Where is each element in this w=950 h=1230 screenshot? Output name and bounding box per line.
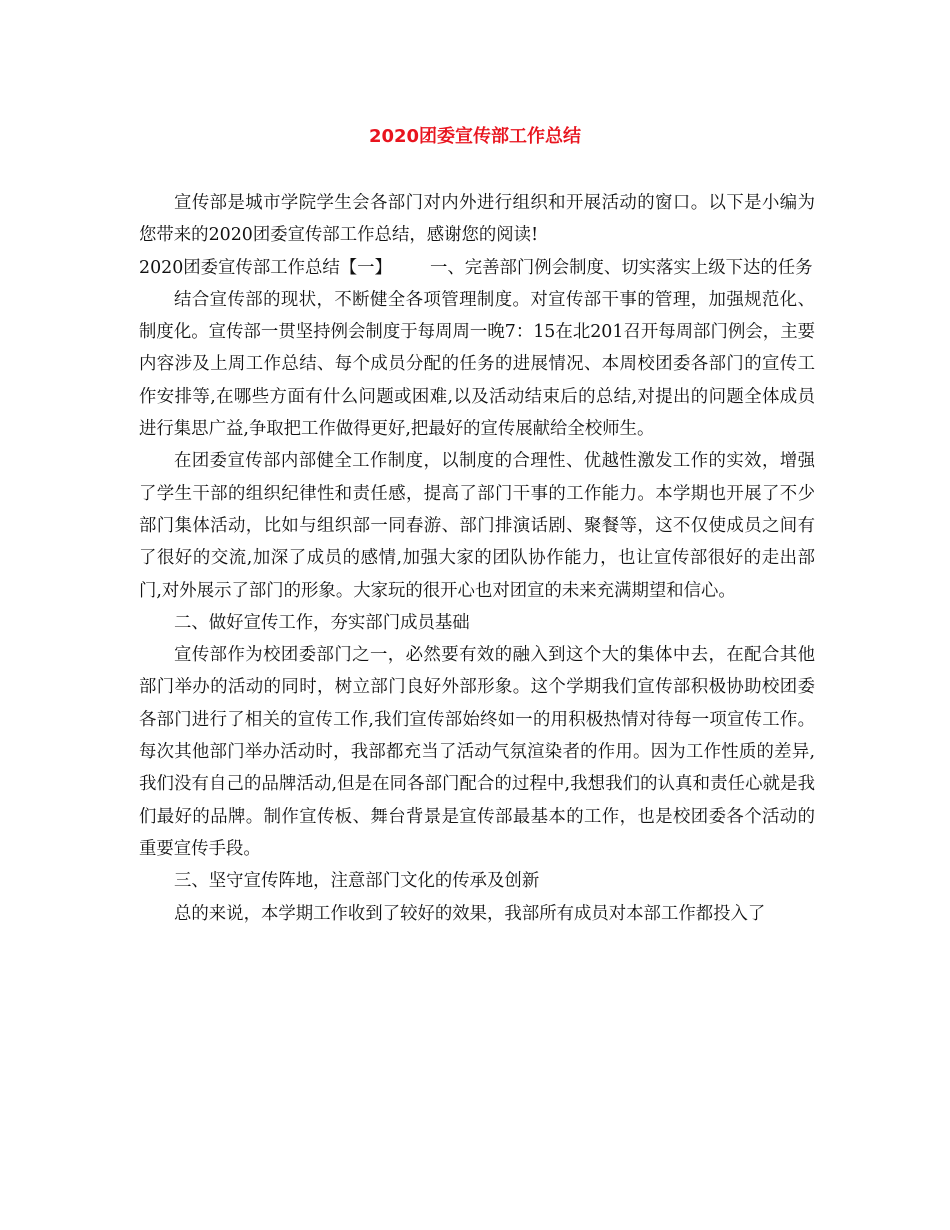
section-label: 2020团委宣传部工作总结【一】 <box>139 257 392 278</box>
paragraph-4: 总的来说，本学期工作收到了较好的效果，我部所有成员对本部工作都投入了 <box>174 903 766 924</box>
document-body <box>139 187 815 930</box>
section-label-line <box>139 252 815 284</box>
paragraph-3: 宣传部作为校团委部门之一，必然要有效的融入到这个大的集体中去，在配合其他部门举办的活动的同时，树立部门良好外部形象。这个学期我们宣传部积极协助校团委各部门进行了相关的宣传工作,我们宣传部始终如一的用积极热情对待每一项宣传工作。每次其他部门举办活动时，我部都充当了活动气氛渲染者的作用。因为工作性质的差异,我们没有自己的品牌活动,但是在同各部门配合的过程中,我想我们的认真和责任心就是我们最好的品牌。制作宣传板、舞台背景是宣传部最基本的工作，也是校团委各个活动的重要宣传手段。 <box>139 645 815 859</box>
section3-heading: 三、坚守宣传阵地，注意部门文化的传承及创新 <box>174 871 540 892</box>
section1-heading: 一、完善部门例会制度、切实落实上级下达的任务 <box>429 257 813 278</box>
paragraph-1: 结合宣传部的现状，不断健全各项管理制度。对宣传部干事的管理，加强规范化、制度化。宣传部一贯坚持例会制度于每周周一晚7：15在北201召开每周部门例会，主要内容涉及上周工作总结、每个成员分配的任务的进展情况、本周校团委各部门的宣传工作安排等,在哪些方面有什么问题或困难,以及活动结束后的总结,对提出的问题全体成员进行集思广益,争取把工作做得更好,把最好的宣传展献给全校师生。 <box>139 289 815 440</box>
section2-heading: 二、做好宣传工作，夯实部门成员基础 <box>174 612 470 633</box>
document-title: 2020团委宣传部工作总结 <box>368 126 582 147</box>
intro-paragraph: 宣传部是城市学院学生会各部门对内外进行组织和开展活动的窗口。以下是小编为您带来的2020团委宣传部工作总结，感谢您的阅读! <box>139 193 815 246</box>
paragraph-2: 在团委宣传部内部健全工作制度，以制度的合理性、优越性激发工作的实效，增强了学生干部的组织纪律性和责任感，提高了部门干事的工作能力。本学期也开展了不少部门集体活动，比如与组织部一同春游、部门排演话剧、聚餐等，这不仅使成员之间有了很好的交流,加深了成员的感情,加强大家的团队协作能力，也让宣传部很好的走出部门,对外展示了部门的形象。大家玩的很开心也对团宣的未来充满期望和信心。 <box>139 451 815 601</box>
